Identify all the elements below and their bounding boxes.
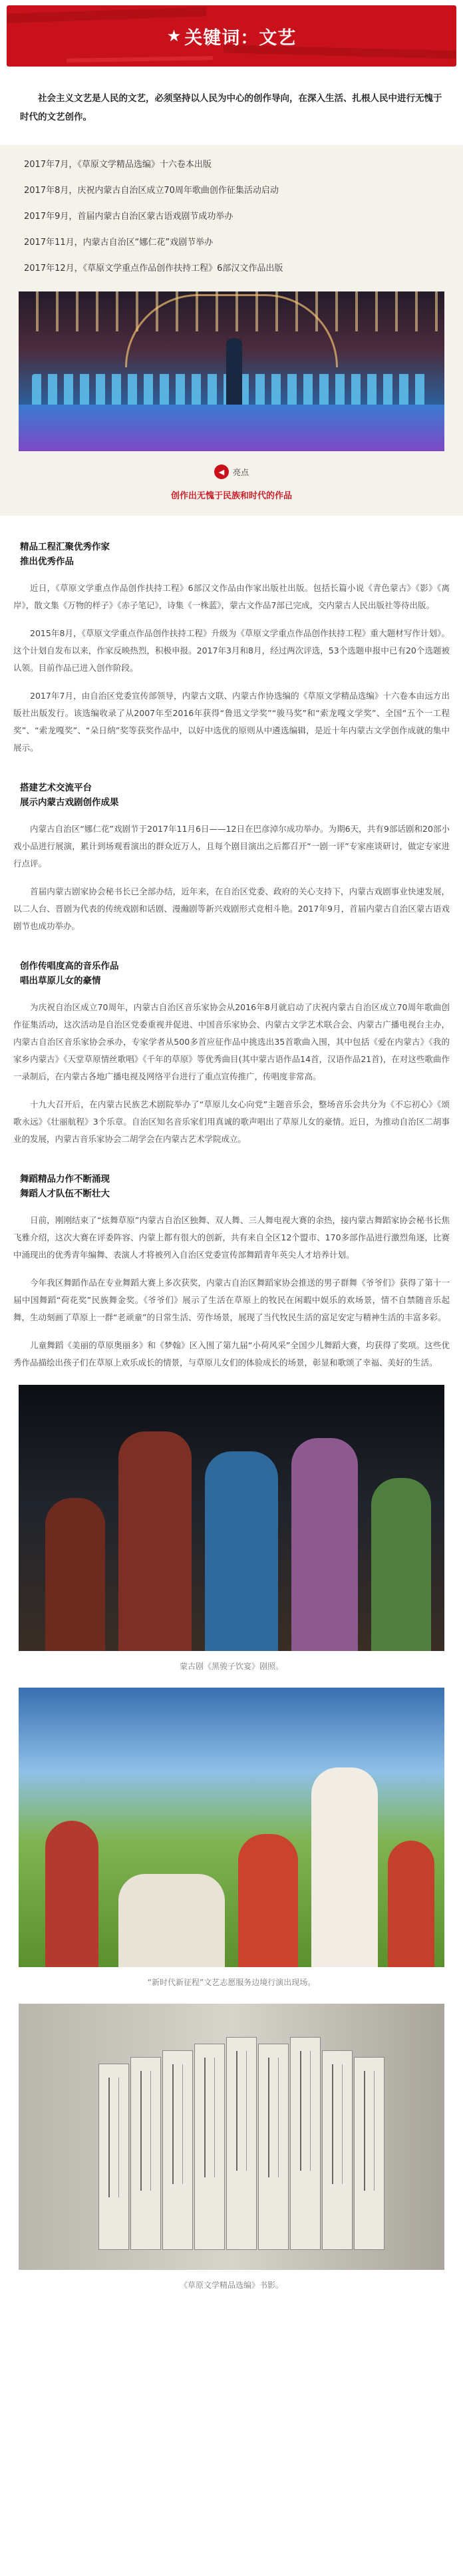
banner-title-wrap <box>7 5 456 67</box>
dancer-figure <box>311 1767 378 1967</box>
section-paragraph: 今年我区舞蹈作品在专业舞蹈大赛上多次获奖，内蒙古自治区舞蹈家协会推送的男子群舞《爷爷们》获得了第十一届中国舞蹈“荷花奖”民族舞金奖。《爷爷们》展示了生活在草原上的牧民在闲暇中娱乐的欢场景，情不自禁随音乐起舞，生动刻画了草原上一群“老顽童”的日常生活、劳作场景，展现了当代牧民生活的富足安定与精神生活的丰富多彩。 <box>13 1278 450 1322</box>
timeline-card <box>0 145 463 516</box>
section-dance <box>13 1172 450 1372</box>
highlight-label <box>15 464 448 479</box>
section-heading-line1: 创作传唱度高的音乐作品 <box>20 961 119 972</box>
star-icon: ★ <box>166 27 182 45</box>
timeline-item: 2017年8月，庆祝内蒙古自治区成立70周年歌曲创作征集活动启动 <box>24 186 279 196</box>
book-spine <box>162 2050 193 2250</box>
section-paragraph: 日前，刚刚结束了“炫舞草原”内蒙古自治区独舞、双人舞、三人舞电视大赛的余热，接内蒙古舞蹈家协会秘书长焦飞雅介绍，这次大赛在评委阵容、内蒙上都有很大的创新，共有来自全区12个盟市、170多部作品进行激烈角逐，比赛中涌现出的优秀青年编舞、表演人才将被列入自治区党委宣传部舞蹈青年英尖人才培养计划。 <box>13 1215 450 1260</box>
book-spine <box>258 2044 289 2250</box>
section-heading-line1: 精品工程汇聚优秀作家 <box>20 542 110 552</box>
intro-paragraph: 社会主义文艺是人民的文艺，必须坚持以人民为中心的创作导向，在深入生活、扎根人民中进行无愧于时代的文艺创作。 <box>20 93 442 122</box>
section-paragraph: 儿童舞蹈《美丽的草原奥丽多》和《梦翰》区入围了第九届“小荷风采”全国少儿舞蹈大赛，均获得了奖项。这些优秀作品描绘出孩子们在草原上欢乐成长的情景，与草原儿女们的体验成长的场景，彰显和歌颂了幸福、美好的生活。 <box>13 1340 450 1368</box>
section-paragraph: 近日，《草原文学重点作品创作扶持工程》6部汉文作品由作家出版社出版。包括长篇小说《青色蒙古》《影》《离岸》，散文集《万物的样子》《赤子笔记》，诗集《一株蓝》，蒙古文作品7部已完成，交内蒙古人民出版社等待出版。 <box>13 583 450 610</box>
performer-figure <box>371 1478 431 1651</box>
section-paragraph: 2015年8月，《草原文学重点作品创作扶持工程》升级为《草原文学重点作品创作扶持工程》重大题材写作计划》。这个计划自发布以来，作家反映热烈，积极申报。2017年3月和8月，经过两次评选，53个选题申报中已有20个选题被认领。目前作品已进入创作阶段。 <box>13 628 450 673</box>
dancer-figure <box>118 1874 225 1967</box>
dancer-figure <box>45 1821 98 1967</box>
section-music <box>13 959 450 1148</box>
book-spine <box>98 2064 129 2250</box>
section-heading-line1: 搭建艺术交流平台 <box>20 783 92 793</box>
book-spine <box>322 2050 353 2250</box>
section-paragraph: 首届内蒙古剧家协会秘书长已全部办结，近年来，在自治区党委、政府的关心支持下，内蒙古戏剧事业快速发展，以二人台、晋剧为代表的传统戏剧和话剧、漫瀚剧等新兴戏剧形式竞相斗艳。2017年9月，首届内蒙古自治区蒙古语戏剧节也成功举办。 <box>13 886 450 931</box>
performer-figure <box>291 1438 358 1651</box>
section-heading <box>20 781 450 810</box>
section-drama <box>13 781 450 935</box>
performer-figure <box>45 1498 105 1651</box>
lead-performer <box>226 338 242 411</box>
photo3-caption: “新时代新征程”文艺志愿服务边境行演出现场。 <box>147 1978 316 1987</box>
stage-performance-photo <box>19 291 444 451</box>
book-spine <box>194 2044 225 2250</box>
dancer-figure <box>238 1834 298 1967</box>
performer-figure <box>118 1431 192 1651</box>
timeline-item: 2017年11月，内蒙古自治区“娜仁花”戏剧节举办 <box>24 238 214 248</box>
section-paragraph: 十九大召开后，在内蒙古民族艺术剧院举办了“草原儿女心向党”主题音乐会，整场音乐会共分为《不忘初心》《颂歌永远》《壮丽航程》3个乐章。自治区知名音乐家们用真诚的歌声唱出了草原儿女的豪情。近日，为推动自治区二胡事业的发展，内蒙古音乐家协会二胡学会在内蒙古艺术学院成立。 <box>13 1099 450 1144</box>
banner-title: 关键词：文艺 <box>184 27 297 49</box>
section-heading-line1: 舞蹈精品力作不断涌现 <box>20 1174 110 1185</box>
book-spine <box>354 2057 385 2250</box>
section-heading <box>20 959 450 988</box>
highlight-text: 亮点 <box>232 467 249 477</box>
section-heading-line2: 唱出草原儿女的豪情 <box>20 976 101 986</box>
section-paragraph: 为庆祝自治区成立70周年，内蒙古自治区音乐家协会从2016年8月就启动了庆祝内蒙古自治区成立70周年歌曲创作征集活动，这次活动是自治区党委重视并促进、中国音乐家协会、内蒙古文学艺术联合会、内蒙古广播电视台主办，内蒙古自治区音乐家协会承办，专家学者从500多首应征作品中挑选出35首歌曲入围，其中包括《爱在内蒙古》《我的家乡内蒙古》《天堂草原情丝歌唱》《千年的草原》等优秀曲目(其中蒙古语作品14首，汉语作品21首)，在对这些歌曲作一录制后，在内蒙古各地广播电视及网络平台进行了重点宣传推广，传唱度非常高。 <box>13 1002 450 1081</box>
book-spine <box>290 2037 321 2250</box>
dancer-figure <box>388 1841 434 1967</box>
book-spine <box>130 2057 161 2250</box>
article-page <box>0 5 463 2317</box>
title-banner <box>7 5 456 67</box>
photo1-caption: 创作出无愧于民族和时代的作品 <box>170 491 292 501</box>
section-paragraph: 内蒙古自治区“娜仁花”戏剧节于2017年11月6日——12日在巴彦淖尔成功举办。为期6天，共有9部话剧和20部小戏小品进行展演，累计到场观看演出的群众近万人，且每个剧目演出之后都召开“一剧一评”专家座谈研讨，做定专家进行点评。 <box>13 824 450 868</box>
book-spine <box>226 2037 257 2250</box>
section-heading-line2: 舞蹈人才队伍不断壮大 <box>20 1189 110 1199</box>
highlight-icon: ◀ <box>214 464 229 479</box>
photo4-caption: 《草原文学精品选编》书影。 <box>179 2281 283 2290</box>
section-heading <box>20 540 450 569</box>
section-heading-line2: 推出优秀作品 <box>20 556 74 567</box>
performer-figure <box>205 1451 278 1651</box>
timeline-item: 2017年12月，《草原文学重点作品创作扶持工程》6部汉文作品出版 <box>24 264 283 274</box>
section-literature <box>13 540 450 757</box>
mongolian-drama-photo <box>19 1385 444 1651</box>
section-heading <box>20 1172 450 1201</box>
section-heading-line2: 展示内蒙古戏剧创作成果 <box>20 797 119 808</box>
outdoor-performance-photo <box>19 1688 444 1967</box>
section-paragraph: 2017年7月，由自治区党委宣传部领导，内蒙古文联、内蒙古作协选编的《草原文学精品选编》十六卷本由远方出版社出版发行。该选编收录了从2007年至2016年获得“鲁迅文学奖”“骏马奖”和“索龙嘎文学奖”、全国“五个一工程奖”、“索龙嘎奖”、“朵日纳”奖等获奖作品中，以好中选优的原则从中遴选编辑，是近十年内蒙古文学创作成就的集中展示。 <box>13 691 450 753</box>
timeline-item: 2017年7月，《草原文学精品选编》十六卷本出版 <box>24 160 212 170</box>
timeline-item: 2017年9月，首届内蒙古自治区蒙古语戏剧节成功举办 <box>24 212 233 222</box>
book-collection-photo <box>19 2004 444 2270</box>
photo2-caption: 蒙古剧《黑骏子饮宴》剧照。 <box>179 1662 283 1671</box>
stage-floor <box>19 405 444 451</box>
